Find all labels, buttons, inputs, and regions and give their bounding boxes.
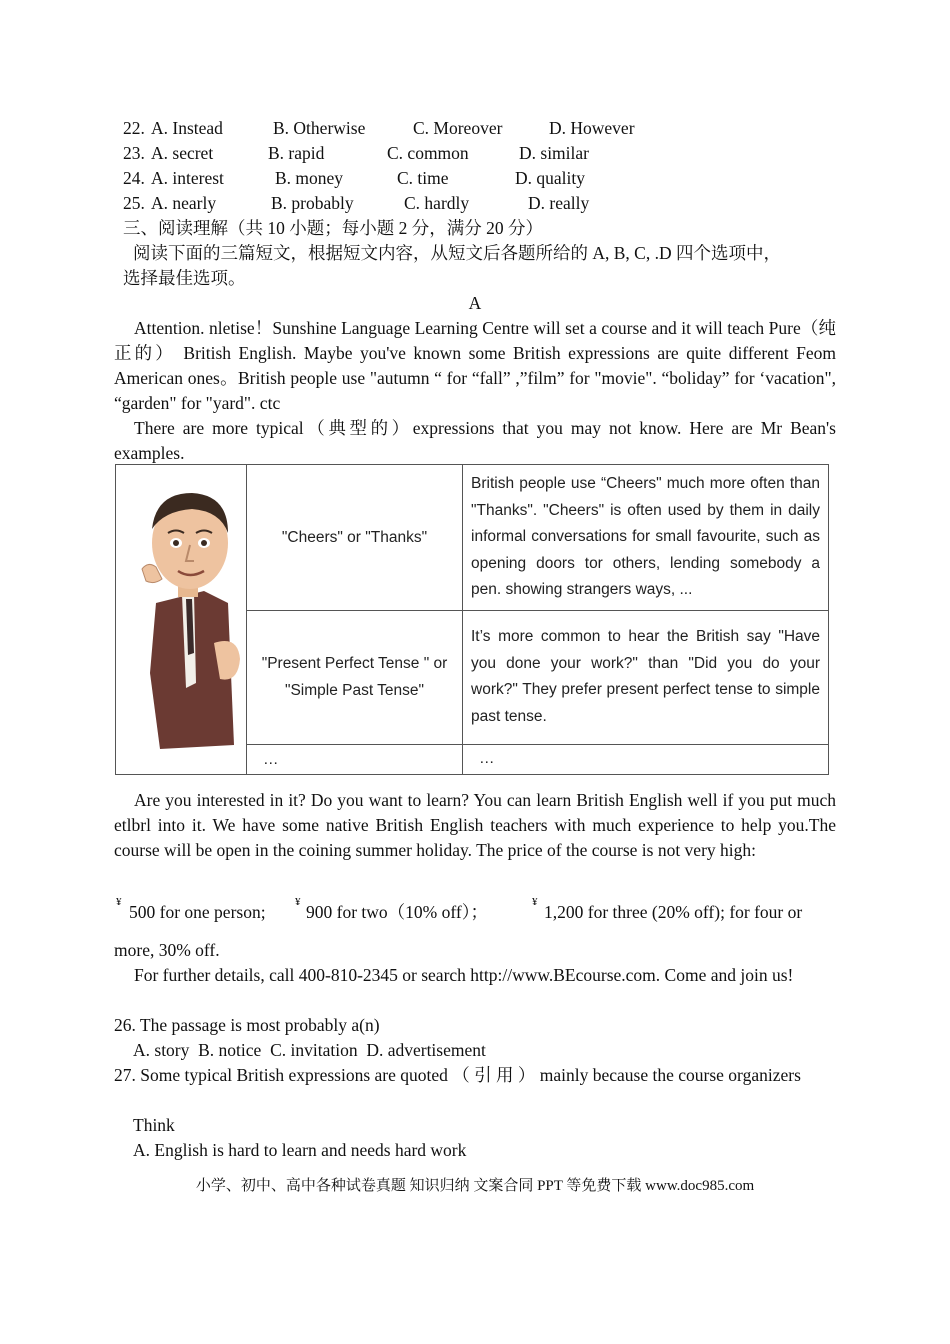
question-22 [123, 116, 823, 141]
option-d: D. However [549, 118, 635, 138]
price-three: 1,200 for three (20% off); for four or [544, 902, 803, 922]
yen-icon: ¥ [532, 896, 538, 908]
option-a: A. interest [151, 168, 224, 188]
passage-paragraph-3: Are you interested in it? Do you want to learn? You can learn British English well if you put much etlbrl into it. We have some native British English teachers with much experience to help you.The course will be open in the coining summer holiday. The price of the course is not very high: [114, 790, 836, 860]
description-cell: British people use “Cheers" much more often than "Thanks". "Cheers" is often used by them in daily informal conversations for small favourite, such as opening doors tor others, lending somebody a pen. showing strangers ways, ... [463, 465, 829, 611]
passage-paragraph-4: For further details, call 400-810-2345 or search http://www.BEcourse.com. Come and join us! [134, 965, 794, 985]
expression-cell: "Present Perfect Tense " or "Simple Past Tense" [247, 610, 463, 744]
page-footer: 小学、初中、高中各种试卷真题 知识归纳 文案合同 PPT 等免费下载 www.doc985.com [195, 1178, 755, 1194]
option-a: A. Instead [151, 118, 223, 138]
option-c: C. time [397, 168, 449, 188]
yen-icon: ¥ [295, 896, 301, 908]
description-cell: It’s more common to hear the British say "Have you done your work?" than "Did you do your work?" They prefer present perfect tense to simple past tense. [463, 610, 829, 744]
passage-paragraph-1: Attention. nletise！Sunshine Language Learning Centre will set a course and it will teach Pure（纯正的） British English. Maybe you've known some British expressions are quite different Feom American ones。British people use "autumn “ for “fall” ,”film” for "movie". “boliday” for ‘vacation", “garden" for "yard". ctc [114, 318, 836, 413]
section-instruction-cont: 选择最佳选项。 [123, 268, 246, 288]
question-23 [123, 141, 823, 166]
question-27-think: Think [133, 1115, 175, 1135]
section-heading: 三、阅读理解（共 10 小题；每小题 2 分，满分 20 分） [123, 218, 543, 238]
passage-label: A [468, 293, 482, 313]
option-d: D. really [528, 193, 590, 213]
expression-cell: "Cheers" or "Thanks" [247, 465, 463, 611]
section-instruction: 阅读下面的三篇短文，根据短文内容，从短文后各题所给的 A, B, C, .D 四个选项中， [133, 243, 781, 263]
question-26-stem: 26. The passage is most probably a(n) [114, 1015, 380, 1035]
option-b: B. Otherwise [273, 118, 366, 138]
question-number: 23. [123, 143, 145, 163]
question-number: 24. [123, 168, 145, 188]
price-two: 900 for two（10% off）； [306, 902, 488, 922]
option-d: D. quality [515, 168, 585, 188]
option-b: B. money [275, 168, 344, 188]
question-27-stem: 27. Some typical British expressions are quoted （ 引 用 ） mainly because the course organizers [114, 1065, 801, 1085]
expression-cell: … [247, 744, 463, 774]
question-27-option-a: A. English is hard to learn and needs hard work [133, 1140, 467, 1160]
passage-paragraph-2: There are more typical（典型的）expressions that you may not know. Here are Mr Bean's examples. [114, 418, 836, 463]
option-c: C. hardly [404, 193, 470, 213]
option-d: D. similar [519, 143, 589, 163]
mr-bean-image [116, 483, 246, 751]
option-c: C. common [387, 143, 469, 163]
question-number: 22. [123, 118, 145, 138]
description-cell: … [463, 744, 829, 774]
question-26-options: A. story B. notice C. invitation D. advertisement [133, 1040, 486, 1060]
examples-table [115, 464, 829, 775]
question-25 [123, 191, 823, 216]
question-24 [123, 166, 823, 191]
price-one: 500 for one person; [129, 902, 266, 922]
option-c: C. Moreover [413, 118, 503, 138]
price-four: more, 30% off. [114, 940, 220, 960]
option-b: B. rapid [268, 143, 325, 163]
option-a: A. secret [151, 143, 214, 163]
yen-icon: ¥ [116, 896, 122, 908]
table-row [116, 465, 829, 611]
option-a: A. nearly [151, 193, 217, 213]
option-b: B. probably [271, 193, 354, 213]
mr-bean-illustration [116, 465, 247, 775]
question-number: 25. [123, 193, 145, 213]
